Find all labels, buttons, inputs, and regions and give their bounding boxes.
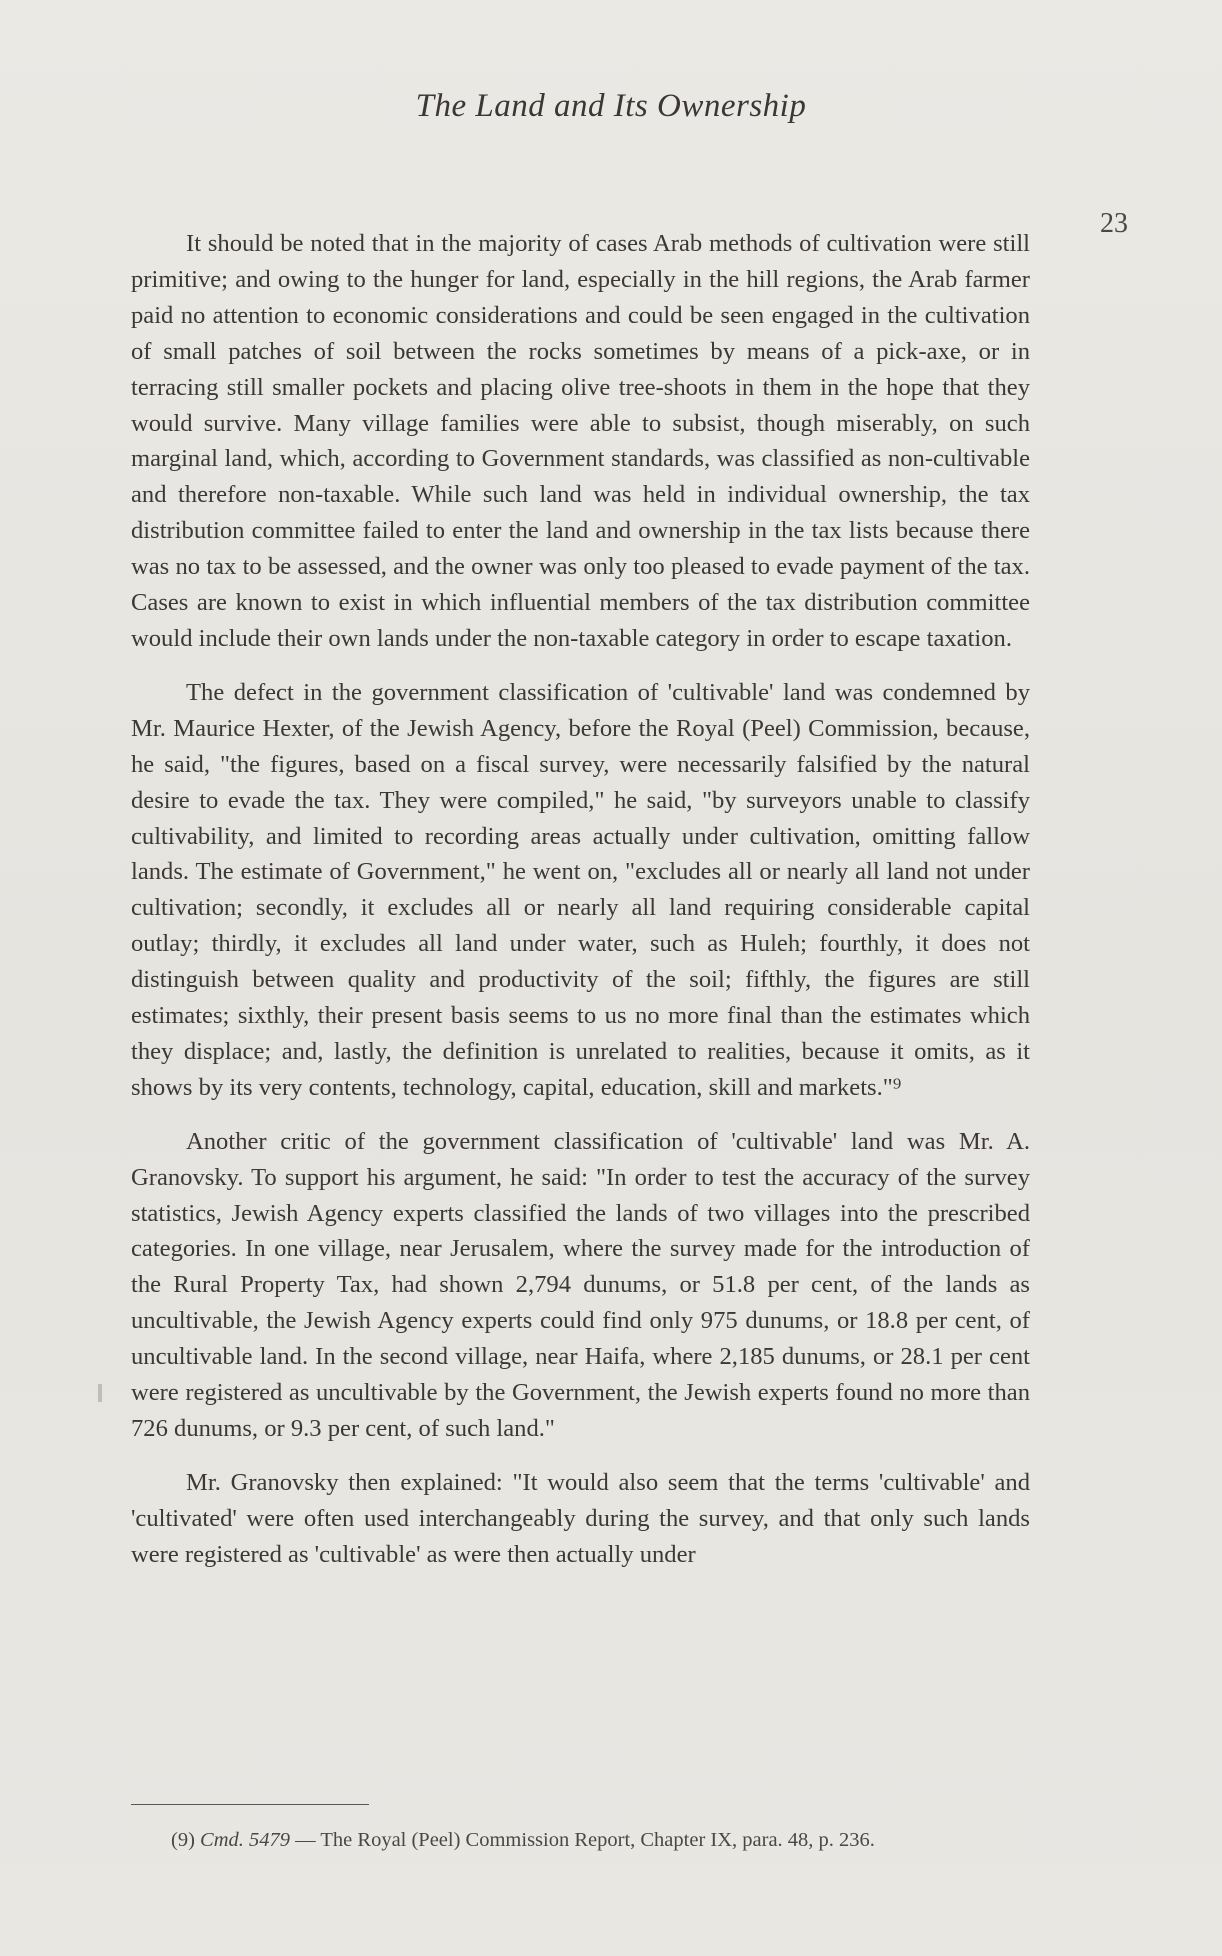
footnote [131, 1826, 1030, 1855]
page-number: 23 [1100, 208, 1128, 239]
footnote-divider [131, 1804, 369, 1805]
footnote-text: — The Royal (Peel) Commission Report, Chapter IX, para. 48, p. 236. [295, 1829, 875, 1851]
running-head-title: The Land and Its Ownership [415, 88, 807, 124]
margin-speck [98, 1384, 102, 1402]
paragraph-granovsky-explanation: Mr. Granovsky then explained: "It would also seem that the terms 'cultivable' and 'cultivated' were often used interchangeably during the survey, and that only such lands were registered as 'cultivable' as were then actually under [131, 1468, 1030, 1568]
body-text [131, 226, 1030, 1591]
paragraph-arab-cultivation-methods: It should be noted that in the majority of cases Arab methods of cultivation were still primitive; and owing to the hunger for land, especially in the hill regions, the Arab farmer paid no attention to economic considerations and could be seen engaged in the cultivation of small patches of soil between the rocks sometimes by means of a pick-axe, or in terracing still smaller pockets and placing olive tree-shoots in them in the hope that they would survive. Many village families were able to subsist, though miserably, on such marginal land, which, according to Government standards, was classified as non-cultivable and therefore non-taxable. While such land was held in individual ownership, the tax distribution committee failed to enter the land and ownership in the tax lists because there was no tax to be assessed, and the owner was only too pleased to evade payment of the tax. Cases are known to exist in which influential members of the tax distribution committee would include their own lands under the non-taxable category in order to escape taxation. [131, 230, 1030, 652]
paragraph-granovsky-survey: Another critic of the government classification of 'cultivable' land was Mr. A. Granovsky. To support his argument, he said: "In order to test the accuracy of the survey statistics, Jewish Agency experts classified the lands of two villages into the prescribed categories. In one village, near Jerusalem, where the survey made for the introduction of the Rural Property Tax, had shown 2,794 dunums, or 51.8 per cent, of the lands as uncultivable, the Jewish Agency experts could find only 975 dunums, or 18.8 per cent, of uncultivable land. In the second village, near Haifa, where 2,185 dunums, or 28.1 per cent were registered as uncultivable by the Government, the Jewish experts found no more than 726 dunums, or 9.3 per cent, of such land." [131, 1127, 1030, 1442]
paragraph-hexter-testimony: The defect in the government classification of 'cultivable' land was condemned by Mr. Maurice Hexter, of the Jewish Agency, before the Royal (Peel) Commission, because, he said, "the figures, based on a fiscal survey, were necessarily falsified by the natural desire to evade the tax. They were compiled," he said, "by surveyors unable to classify cultivability, and limited to recording areas actually under cultivation, omitting fallow lands. The estimate of Government," he went on, "excludes all or nearly all land not under cultivation; secondly, it excludes all or nearly all land requiring considerable capital outlay; thirdly, it excludes all land under water, such as Huleh; fourthly, it does not distinguish between quality and productivity of the soil; fifthly, the figures are still estimates; sixthly, their present basis seems to us no more final than the estimates which they displace; and, lastly, the definition is unrelated to realities, because it omits, as it shows by its very contents, technology, capital, education, skill and markets."⁹ [131, 678, 1030, 1101]
footnote-citation: Cmd. 5479 [200, 1829, 291, 1851]
footnote-marker: (9) [171, 1829, 195, 1851]
